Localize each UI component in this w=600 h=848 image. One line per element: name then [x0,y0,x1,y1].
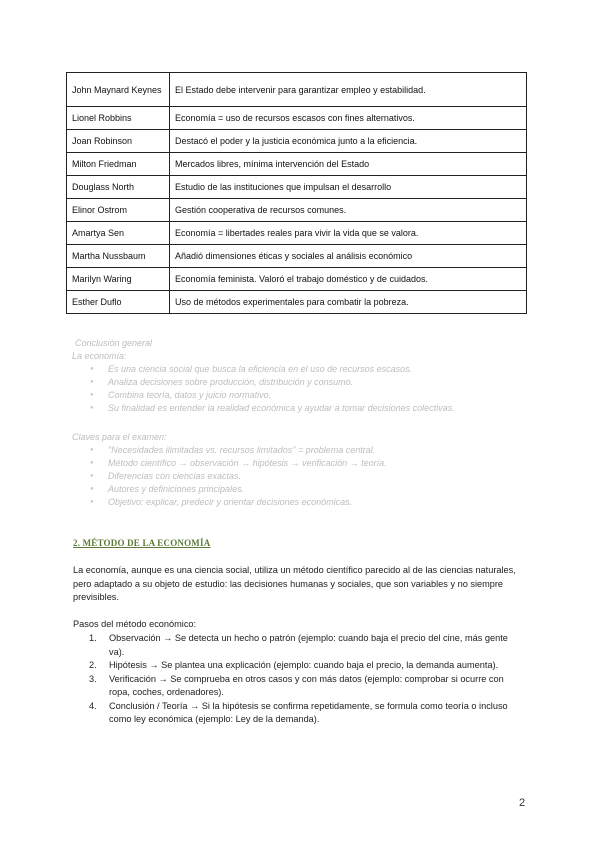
table-cell-description: Economía = libertades reales para vivir la vida que se valora. [170,222,527,245]
table-row [67,176,527,199]
economists-table [66,72,527,314]
table-cell-author: Milton Friedman [67,153,170,176]
list-item: ● Combina teoría, datos y juicio normativo. [108,389,512,402]
list-item: ● Autores y definiciones principales. [108,483,512,496]
table-row [67,130,527,153]
list-item: ● Método científico → observación → hipótesis → verificación → teoría. [108,457,512,470]
steps-title: Pasos del método económico: [73,619,197,629]
list-item: ● Es una ciencia social que busca la eficiencia en el uso de recursos escasos. [108,363,512,376]
step-text: Hipótesis → Se plantea una explicación (ejemplo: cuando baja el precio, la demanda aumenta). [109,660,499,670]
table-cell-description: Economía feminista. Valoró el trabajo doméstico y de cuidados. [170,268,527,291]
table-row [67,222,527,245]
exam-keys-block [72,431,512,509]
table-cell-author: Amartya Sen [67,222,170,245]
table-cell-description: Economía = uso de recursos escasos con fines alternativos. [170,107,527,130]
list-item: ● Analiza decisiones sobre producción, distribución y consumo. [108,376,512,389]
section-heading: 2. MÉTODO DE LA ECONOMÍA [73,538,211,548]
step-number: 1. [89,633,97,643]
step-text: Observación → Se detecta un hecho o patrón (ejemplo: cuando baja el precio del cine, más gente va). [109,633,508,657]
list-item: ● Objetivo: explicar, predecir y orientar decisiones económicas. [108,496,512,509]
table-cell-author: Martha Nussbaum [67,245,170,268]
table-row [67,153,527,176]
list-item [73,659,523,673]
list-item [73,700,523,727]
list-item: ● Diferencias con ciencias exactas. [108,470,512,483]
section-paragraph: La economía, aunque es una ciencia social, utiliza un método científico parecido al de las ciencias naturales, pero adaptado a su objeto de estudio: las decisiones humanas y sociales, que son variables y no siempre previsibles. [73,565,516,602]
step-number: 3. [89,673,97,684]
conclusion-block [72,337,512,415]
table-cell-description: Añadió dimensiones éticas y sociales al análisis económico [170,245,527,268]
table-row [67,107,527,130]
table-cell-author: Lionel Robbins [67,107,170,130]
conclusion-title: Conclusión general [75,338,153,348]
table-cell-author: Douglass North [67,176,170,199]
table-cell-description: Estudio de las instituciones que impulsan el desarrollo [170,176,527,199]
list-item: ● "Necesidades ilimitadas vs. recursos limitados" = problema central. [108,444,512,457]
list-item [73,632,523,659]
table-cell-description: Destacó el poder y la justicia económica junto a la eficiencia. [170,130,527,153]
exam-keys-list [72,444,512,509]
table-cell-description: Gestión cooperativa de recursos comunes. [170,199,527,222]
conclusion-list [72,363,512,415]
table-cell-author: Elinor Ostrom [67,199,170,222]
table-row [67,73,527,107]
step-text: Verificación → Se comprueba en otros casos y con más datos (ejemplo: comprobar si ocurre con ropa, coches, ordenadores). [109,673,504,697]
table-row [67,245,527,268]
table-cell-author: John Maynard Keynes [67,73,170,107]
steps-list [73,632,523,727]
step-text: Conclusión / Teoría → Si la hipótesis se confirma repetidamente, se formula como teoría o incluso como ley económica (ejemplo: Ley de la demanda). [109,700,508,724]
table-cell-author: Marilyn Waring [67,268,170,291]
conclusion-subtitle: La economía: [72,351,127,361]
exam-keys-title: Claves para el examen: [72,432,167,442]
table-cell-description: Mercados libres, mínima intervención del Estado [170,153,527,176]
table-cell-author: Joan Robinson [67,130,170,153]
table-cell-author: Esther Duflo [67,291,170,314]
step-number: 4. [89,700,97,711]
step-number: 2. [89,660,97,670]
table-row [67,291,527,314]
table-cell-description: Uso de métodos experimentales para combatir la pobreza. [170,291,527,314]
table-row [67,268,527,291]
page-number: 2 [519,797,526,809]
list-item: ● Su finalidad es entender la realidad económica y ayudar a tomar decisiones colectivas. [108,402,512,415]
table-row [67,199,527,222]
list-item [73,673,523,700]
table-cell-description: El Estado debe intervenir para garantizar empleo y estabilidad. [170,73,527,107]
